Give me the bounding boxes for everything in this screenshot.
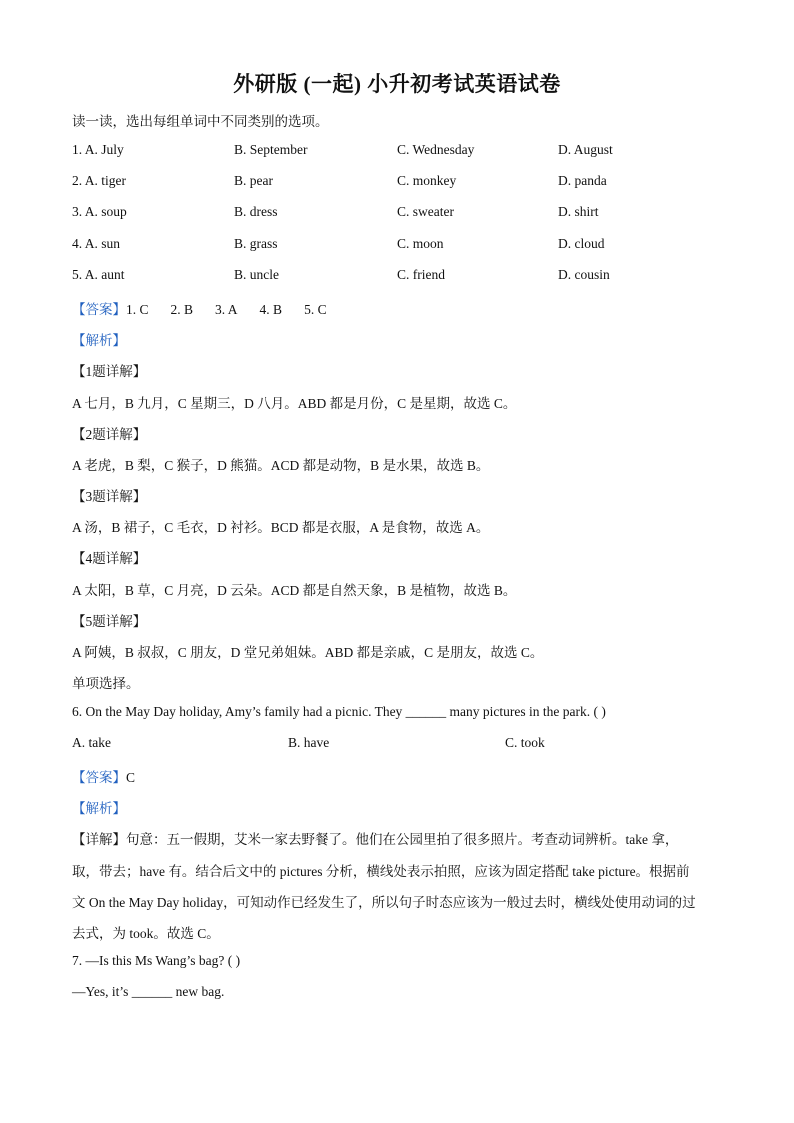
detail-text: A 汤，B 裙子，C 毛衣，D 衬衫。BCD 都是衣服，A 是食物，故选 A。 xyxy=(72,520,490,535)
option-b: B. have xyxy=(288,735,330,750)
option-a: 1. A. July xyxy=(72,142,124,157)
option-c: C. friend xyxy=(397,267,445,282)
option-b: B. dress xyxy=(234,204,278,219)
answer-line xyxy=(72,298,349,318)
option-d: D. shirt xyxy=(558,204,599,219)
detail-tag: 【5题详解】 xyxy=(72,614,147,629)
option-d: D. cloud xyxy=(558,236,605,251)
option-d: D. panda xyxy=(558,173,607,188)
option-b: B. September xyxy=(234,142,308,157)
option-c: C. monkey xyxy=(397,173,457,188)
option-d: D. cousin xyxy=(558,267,610,282)
option-a: 5. A. aunt xyxy=(72,267,125,282)
detail-text: A 七月，B 九月，C 星期三，D 八月。ABD 都是月份，C 是星期，故选 C。 xyxy=(72,396,517,411)
answer-line xyxy=(72,766,135,786)
analysis-tag: 【解析】 xyxy=(72,801,126,816)
detail-text: A 阿姨，B 叔叔，C 朋友，D 堂兄弟姐妹。ABD 都是亲戚，C 是朋友，故选 C。 xyxy=(72,645,544,660)
answer-item: 4. B xyxy=(259,302,283,317)
option-b: B. pear xyxy=(234,173,273,188)
answer-item: 2. B xyxy=(170,302,194,317)
option-a: 2. A. tiger xyxy=(72,173,126,188)
detail-text: A 太阳，B 草，C 月亮，D 云朵。ACD 都是自然天象，B 是植物，故选 B。 xyxy=(72,583,517,598)
option-b: B. grass xyxy=(234,236,278,251)
detail-text: 取，带去；have 有。结合后文中的 pictures 分析，横线处表示拍照，应该为固定搭配 take picture。根据前 xyxy=(72,864,690,879)
option-a: 4. A. sun xyxy=(72,236,121,251)
question-7-stem: 7. —Is this Ms Wang’s bag? ( ) xyxy=(72,953,241,968)
section1-instruction: 读一读，选出每组单词中不同类别的选项。 xyxy=(72,114,329,129)
analysis-tag: 【解析】 xyxy=(72,333,126,348)
detail-text: 句意：五一假期，艾米一家去野餐了。他们在公园里拍了很多照片。考查动词辨析。take 拿， xyxy=(126,832,679,847)
detail-tag: 【详解】 xyxy=(72,832,126,847)
detail-text: A 老虎，B 梨，C 猴子，D 熊猫。ACD 都是动物，B 是水果，故选 B。 xyxy=(72,458,490,473)
detail-text: 文 On the May Day holiday，可知动作已经发生了，所以句子时态应该为一般过去时，横线处使用动词的过 xyxy=(72,895,696,910)
detail-tag: 【4题详解】 xyxy=(72,551,147,566)
detail-text: 去式，为 took。故选 C。 xyxy=(72,926,220,941)
detail-line xyxy=(72,828,678,848)
question-7-reply: —Yes, it’s ______ new bag. xyxy=(72,984,225,999)
answer-item: 1. C xyxy=(126,302,149,317)
section2-instruction: 单项选择。 xyxy=(72,676,140,691)
option-c: C. took xyxy=(505,735,545,750)
answer-item: 5. C xyxy=(304,302,327,317)
detail-tag: 【1题详解】 xyxy=(72,364,147,379)
option-c: C. moon xyxy=(397,236,444,251)
page-title: 外研版 (一起) 小升初考试英语试卷 xyxy=(233,72,561,96)
option-b: B. uncle xyxy=(234,267,279,282)
option-d: D. August xyxy=(558,142,613,157)
answer-value: C xyxy=(126,770,136,785)
answer-tag: 【答案】 xyxy=(72,302,126,317)
option-c: C. sweater xyxy=(397,204,454,219)
option-c: C. Wednesday xyxy=(397,142,475,157)
detail-tag: 【2题详解】 xyxy=(72,427,147,442)
option-a: A. take xyxy=(72,735,111,750)
option-a: 3. A. soup xyxy=(72,204,127,219)
answer-tag: 【答案】 xyxy=(72,770,126,785)
detail-tag: 【3题详解】 xyxy=(72,489,147,504)
answer-item: 3. A xyxy=(215,302,238,317)
question-6-stem: 6. On the May Day holiday, Amy’s family had a picnic. They ______ many pictures in the park. ( ) xyxy=(72,704,606,719)
